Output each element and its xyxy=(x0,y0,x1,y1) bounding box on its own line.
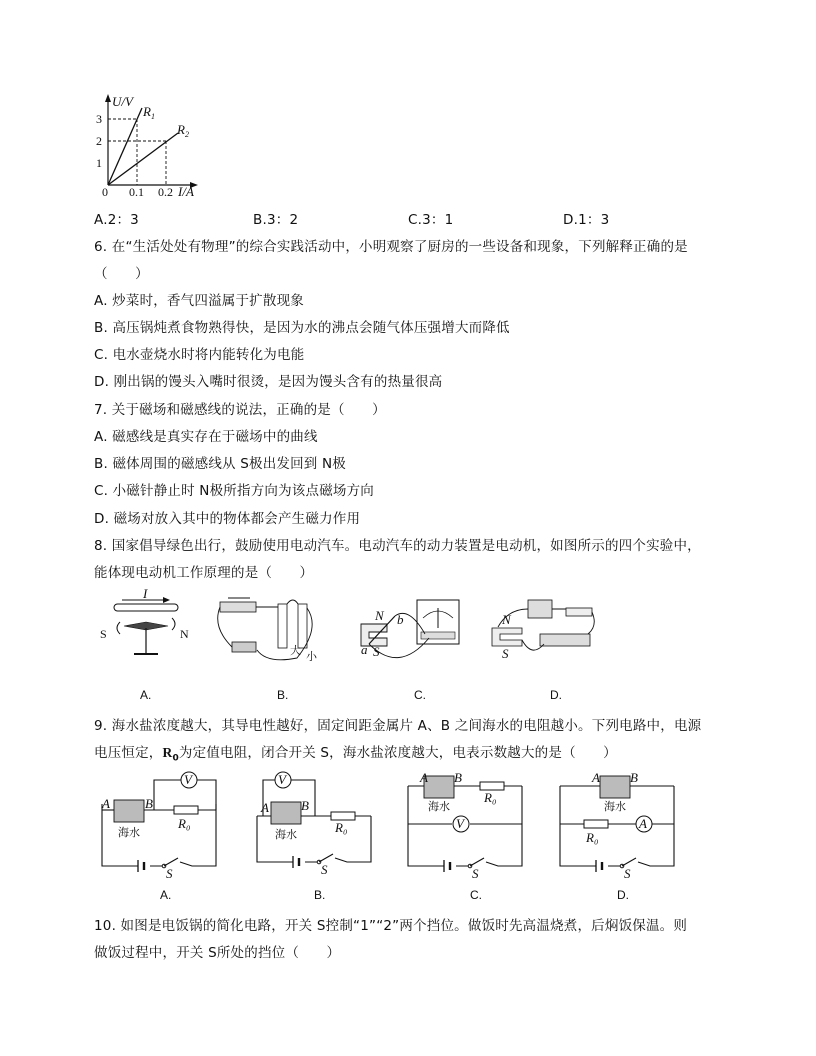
q10-stem-line1: 10. 如图是电饭锅的简化电路，开关 S控制“1”“2”两个挡位。做饭时先高温烧煮，后焖饭保温。则 xyxy=(94,918,688,934)
r0-label: R₀ xyxy=(484,790,497,805)
origin-label: 0 xyxy=(102,185,108,199)
r0-label: R₀ xyxy=(335,820,348,835)
q6-option-c: C. 电水壶烧水时将内能转化为电能 xyxy=(94,347,305,363)
plate-b-label: B xyxy=(301,798,309,813)
x-tick-01: 0.1 xyxy=(129,185,144,199)
magnet-d xyxy=(492,628,522,646)
y-tick-3: 3 xyxy=(96,112,102,126)
seawater-tank xyxy=(600,776,630,798)
plate-b-label: B xyxy=(145,796,153,811)
n-label-d: N xyxy=(502,612,511,627)
q9-label-a: A. xyxy=(160,888,172,902)
q9-label-b: B. xyxy=(314,888,326,902)
q7-stem: 7. 关于磁场和磁感线的说法，正确的是（ ） xyxy=(94,402,386,418)
plate-b-label: B xyxy=(454,770,462,785)
q8-label-c: C. xyxy=(414,688,426,702)
q5-option-a: A.2：3 xyxy=(94,212,139,228)
resistor-r0 xyxy=(584,820,608,828)
voltmeter-label: V xyxy=(278,772,286,787)
plate-a-label: A xyxy=(102,796,110,811)
rotate-arrow-left xyxy=(117,622,120,634)
voltmeter-label: V xyxy=(184,772,192,787)
coil-big xyxy=(278,604,287,648)
q6-stem-line2: （ ） xyxy=(94,266,149,282)
q9-circuit-c xyxy=(404,770,528,880)
y-axis-label: U/V xyxy=(112,94,133,109)
x-axis-label: I/A xyxy=(178,184,194,199)
u-i-graph xyxy=(90,92,210,200)
q9-circuit-b xyxy=(253,770,377,880)
switch-arm xyxy=(319,854,333,862)
water-label: 海水 xyxy=(604,800,626,813)
q9-label-c: C. xyxy=(470,888,482,902)
y-axis-arrow xyxy=(105,94,111,102)
q7-option-c: C. 小磁针静止时 N极所指方向为该点磁场方向 xyxy=(94,483,374,499)
q9-stem-line2: 电压恒定，$R_0$为定值电阻，闭合开关 S，海水盐浓度越大，电表示数越大的是（ ） xyxy=(94,745,617,764)
seawater-tank xyxy=(424,776,454,798)
b-label: b xyxy=(397,612,404,627)
resistor-r0 xyxy=(174,806,198,814)
q8-figure-a xyxy=(96,586,196,668)
r1-label: $R_1$ xyxy=(143,104,155,121)
y-tick-2: 2 xyxy=(96,134,102,148)
a-label: a xyxy=(361,642,368,657)
q8-figure-b xyxy=(214,594,326,670)
plate-a-label: A xyxy=(420,770,428,785)
x-tick-02: 0.2 xyxy=(158,185,173,199)
ammeter-label: A xyxy=(639,816,647,831)
water-label: 海水 xyxy=(275,828,297,841)
s-label-d: S xyxy=(502,646,509,661)
q6-option-a: A. 炒菜时，香气四溢属于扩散现象 xyxy=(94,293,304,309)
q7-option-a: A. 磁感线是真实存在于磁场中的曲线 xyxy=(94,429,318,445)
q5-option-d: D.1：3 xyxy=(563,212,610,228)
coil-small xyxy=(298,604,307,648)
s-pole-label: S xyxy=(100,627,107,641)
q8-label-a: A. xyxy=(140,688,152,702)
q8-label-d: D. xyxy=(550,688,562,702)
switch-label: S xyxy=(624,866,631,881)
label-small: 小 xyxy=(306,650,317,663)
q9-circuit-a xyxy=(98,770,222,880)
q8-stem-line1: 8. 国家倡导绿色出行，鼓励使用电动汽车。电动汽车的动力装置是电动机，如图所示的四个实验中， xyxy=(94,538,701,554)
r0-label: R₀ xyxy=(586,830,599,845)
q9-circuit-d xyxy=(556,770,680,880)
q7-option-b: B. 磁体周围的磁感线从 S极出发回到 N极 xyxy=(94,456,346,472)
rotate-arrow-right xyxy=(172,618,175,630)
rheostat-d xyxy=(540,634,590,646)
battery xyxy=(232,642,256,652)
plate-b-label: B xyxy=(630,770,638,785)
n-pole-label: N xyxy=(180,627,189,641)
q9-label-d: D. xyxy=(617,888,629,902)
plate-a-label: A xyxy=(592,770,600,785)
plate-a-label: A xyxy=(261,800,269,815)
water-label: 海水 xyxy=(118,826,140,839)
label-big: 大 xyxy=(290,644,301,657)
water-label: 海水 xyxy=(428,800,450,813)
rheostat xyxy=(220,602,256,612)
q8-label-b: B. xyxy=(277,688,289,702)
switch-label: S xyxy=(472,866,479,881)
switch-arm xyxy=(470,858,484,866)
seawater-tank xyxy=(114,800,144,822)
current-arrowhead xyxy=(163,597,170,603)
r0-label: R₀ xyxy=(178,816,191,831)
q6-option-d: D. 刚出锅的馒头入嘴时很烫，是因为馒头含有的热量很高 xyxy=(94,374,443,390)
r2-label: $R_2$ xyxy=(177,122,189,139)
resistor-r0 xyxy=(480,782,504,790)
voltmeter-label: V xyxy=(456,816,464,831)
switch-arm xyxy=(164,858,178,866)
s-label: S xyxy=(373,644,380,659)
galvanometer-terminals xyxy=(421,632,455,639)
seawater-tank xyxy=(271,802,301,824)
switch-arm xyxy=(622,858,636,866)
y-tick-1: 1 xyxy=(96,156,102,170)
q10-stem-line2: 做饭过程中，开关 S所处的挡位（ ） xyxy=(94,945,341,961)
switch-d xyxy=(566,608,592,616)
current-label: I xyxy=(143,586,148,601)
q7-option-d: D. 磁场对放入其中的物体都会产生磁力作用 xyxy=(94,511,361,527)
q6-option-b: B. 高压锅炖煮食物熟得快，是因为水的沸点会随气体压强增大而降低 xyxy=(94,320,510,336)
q5-option-c: C.3：1 xyxy=(408,212,454,228)
q8-figure-c xyxy=(355,594,465,670)
switch-label: S xyxy=(166,866,173,881)
q6-stem-line1: 6. 在“生活处处有物理”的综合实践活动中，小明观察了厨房的一些设备和现象，下列解释正确的是 xyxy=(94,239,688,255)
battery-d xyxy=(528,600,552,618)
switch-label: S xyxy=(321,862,328,877)
q5-option-b: B.3：2 xyxy=(253,212,299,228)
q8-figure-d xyxy=(486,594,598,670)
q9-stem-line1: 9. 海水盐浓度越大，其导电性越好，固定间距金属片 A、B 之间海水的电阻越小。下列电路中，电源 xyxy=(94,718,702,734)
q8-stem-line2: 能体现电动机工作原理的是（ ） xyxy=(94,565,314,581)
wire-bar xyxy=(114,604,178,611)
n-label: N xyxy=(375,608,384,623)
resistor-r0 xyxy=(331,812,355,820)
